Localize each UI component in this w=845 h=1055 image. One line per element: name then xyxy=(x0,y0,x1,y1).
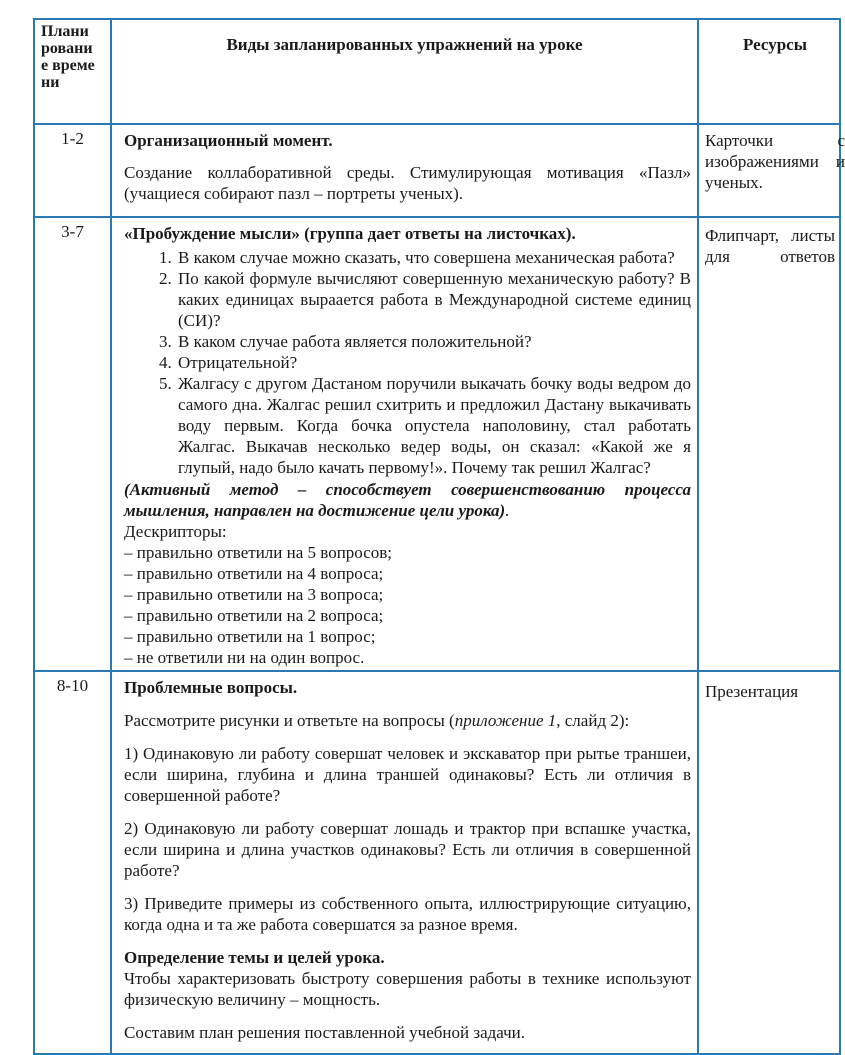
descriptor-item: – правильно ответили на 1 вопрос; xyxy=(124,627,376,646)
activity-cell xyxy=(111,671,698,1054)
method-note-end: . xyxy=(505,501,510,520)
method-note-text: (Активный метод – способствует совершенствованию процесса мышления, направлен на достижение цели урока) xyxy=(124,480,691,520)
header-planning-time-cell xyxy=(34,19,111,124)
resource-text: Презентация xyxy=(705,682,799,701)
resource-cell xyxy=(698,124,845,217)
list-item: 4. Отрицательной? xyxy=(176,352,691,373)
activity-cell xyxy=(111,124,698,217)
problem-question: 3) Приведите примеры из собственного опыта, иллюстрирующие ситуацию, когда одна и та же работа совершатся за разное время. xyxy=(124,894,691,934)
section-title: «Пробуждение мысли» (группа дает ответы на листочках). xyxy=(124,224,576,243)
time-cell xyxy=(34,124,111,217)
section-title: Организационный момент. xyxy=(124,131,333,150)
resource-cell xyxy=(698,217,840,671)
time-value: 3-7 xyxy=(61,222,84,241)
header-resources: Ресурсы xyxy=(742,35,807,54)
descriptor-item: – правильно ответили на 4 вопроса; xyxy=(124,564,384,583)
table-row xyxy=(34,671,840,1054)
descriptors-title: Дескрипторы: xyxy=(124,522,227,541)
section-text: Создание коллаборативной среды. Стимулирующая мотивация «Пазл» (учащиеся собирают пазл – портреты ученых). xyxy=(124,163,691,203)
method-note xyxy=(124,479,691,521)
topic-text: Чтобы характеризовать быстроту совершения работы в технике используют физическую величину – мощность. xyxy=(124,969,691,1009)
descriptor-item: – правильно ответили на 3 вопроса; xyxy=(124,585,384,604)
table-header-row xyxy=(34,19,840,124)
table-row xyxy=(34,217,840,671)
resource-cell xyxy=(698,671,840,1054)
section-title: Проблемные вопросы. xyxy=(124,678,298,697)
plan-text: Составим план решения поставленной учебной задачи. xyxy=(124,1023,526,1042)
time-cell xyxy=(34,217,111,671)
list-item: 1. В каком случае можно сказать, что совершена механическая работа? xyxy=(176,247,691,268)
header-activities: Виды запланированных упражнений на уроке xyxy=(226,35,583,54)
table-row xyxy=(34,124,840,217)
problem-question: 2) Одинаковую ли работу совершат лошадь и трактор при вспашке участка, если ширина и длина участков одинаковы? Есть ли отличия в совершенной работе? xyxy=(124,819,691,880)
header-activities-cell xyxy=(111,19,698,124)
lesson-plan-table xyxy=(33,18,845,1055)
list-item: 5. Жалгасу с другом Дастаном поручили выкачать бочку воды ведром до самого дна. Жалгас решил схитрить и предложил Дастану выкачивать воду первым. Когда бочка опустела наполовину, стал работать Жалгас. Выкачав несколько ведер воды, он сказал: «Какой же я глупый, надо было качать первому!». Почему так решил Жалгас? xyxy=(176,373,691,478)
problem-question: 1) Одинаковую ли работу совершат человек и экскаватор при рытье траншеи, если ширина, глубина и длина траншей одинаковы? Есть ли отличия в совершенной работе? xyxy=(124,744,691,805)
topic-title: Определение темы и целей урока. xyxy=(124,948,385,967)
descriptor-item: – правильно ответили на 2 вопроса; xyxy=(124,606,384,625)
question-list xyxy=(124,247,691,478)
list-item: 2. По какой формуле вычисляют совершенную механическую работу? В каких единицах выраается работа в Международной системе единиц (СИ)? xyxy=(176,268,691,331)
activity-cell xyxy=(111,217,698,671)
time-value: 1-2 xyxy=(61,129,84,148)
time-value: 8-10 xyxy=(56,676,89,695)
header-planning-time: Планирование времени xyxy=(41,23,95,91)
header-resources-cell xyxy=(698,19,840,124)
resource-text: Флипчарт, листы для ответов xyxy=(705,226,835,266)
descriptor-item: – правильно ответили на 5 вопросов; xyxy=(124,543,393,562)
intro-appendix: приложение 1 xyxy=(454,711,557,730)
intro-start: Рассмотрите рисунки и ответьте на вопросы ( xyxy=(124,711,455,730)
descriptor-item: – не ответили ни на один вопрос. xyxy=(124,648,365,667)
resource-text: Карточки с изображениями и ученых. xyxy=(705,131,845,192)
time-cell xyxy=(34,671,111,1054)
intro-end: , слайд 2): xyxy=(556,711,630,730)
list-item: 3. В каком случае работа является положительной? xyxy=(176,331,691,352)
section-intro xyxy=(124,710,691,731)
